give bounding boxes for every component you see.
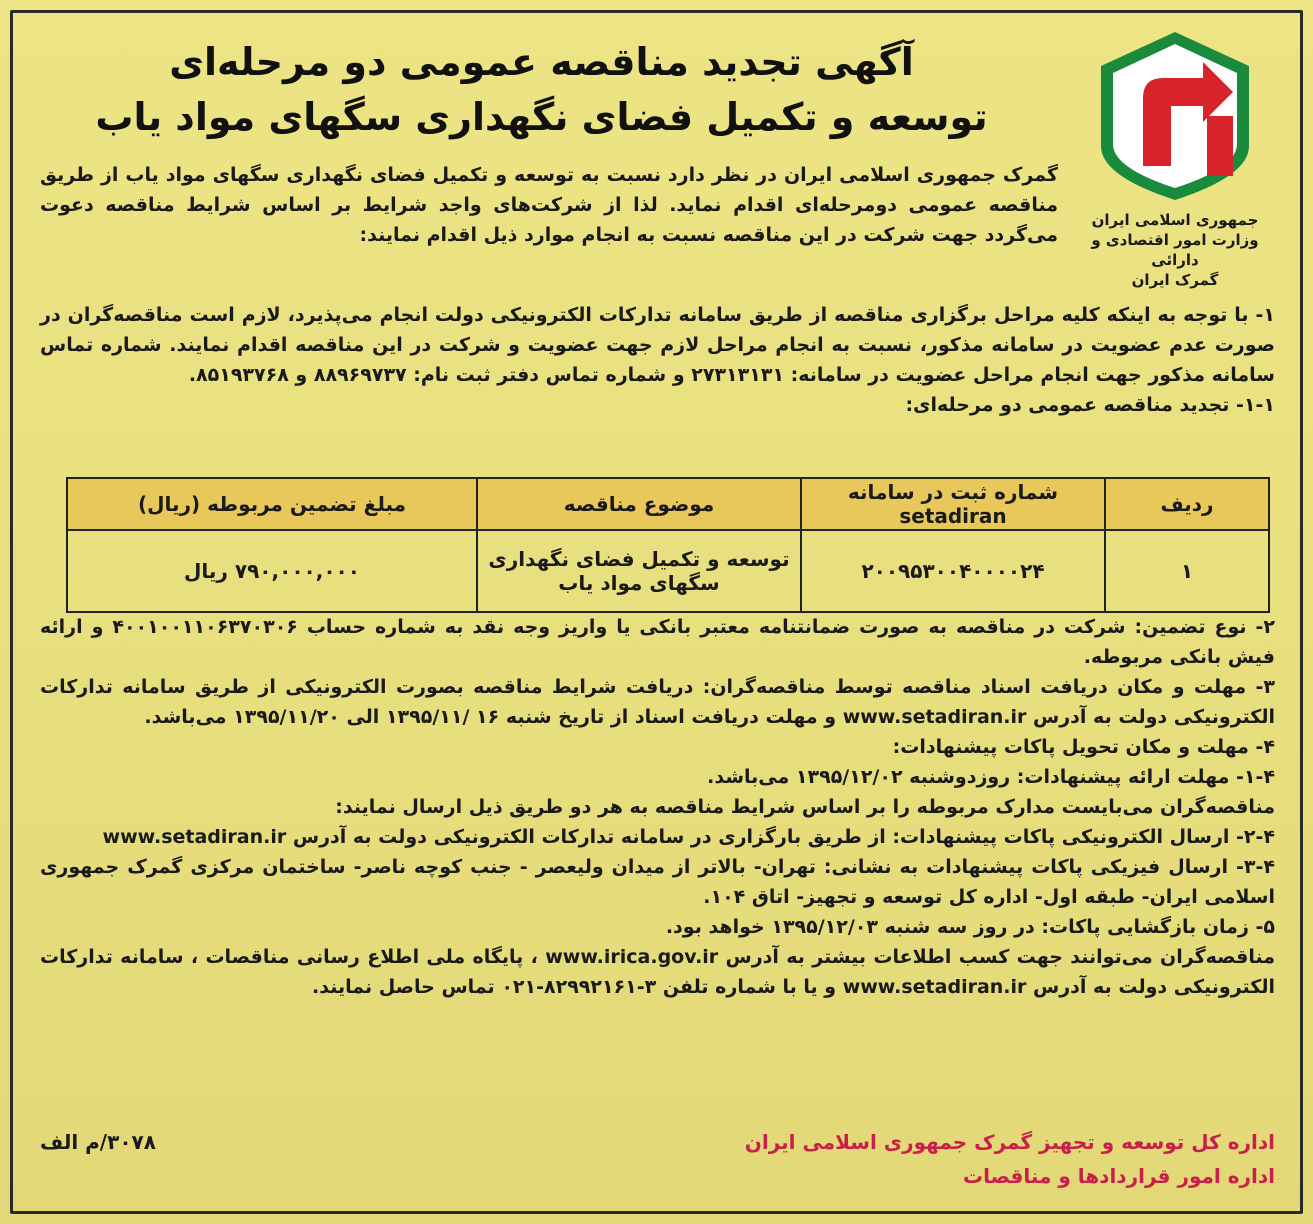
header-guarantee-amount: مبلغ تضمین مربوطه (ریال) bbox=[67, 478, 477, 530]
item4-note: مناقصه‌گران می‌بایست مدارک مربوطه را بر اساس شرایط مناقصه به هر دو طریق ذیل ارسال نمایند: bbox=[335, 796, 1275, 818]
header-subject: موضوع مناقصه bbox=[477, 478, 801, 530]
logo-block bbox=[1075, 26, 1275, 290]
table-row bbox=[67, 530, 1269, 612]
logo-caption-line1: جمهوری اسلامی ایران bbox=[1091, 211, 1259, 229]
item1-1-heading: ۱-۱- تجدید مناقصه عمومی دو مرحله‌ای: bbox=[905, 394, 1275, 416]
item4-heading: ۴- مهلت و مکان تحویل پاکات پیشنهادات: bbox=[892, 736, 1275, 758]
item3-paragraph: ۳- مهلت و مکان دریافت اسناد مناقصه توسط مناقصه‌گران: دریافت شرایط مناقصه بصورت الکترونیکی از طریق سامانه تدارکات الکترونیکی دولت به آدرس www.setadiran.ir و مهلت دریافت اسناد از تاریخ شنبه ۱۶ /۱۳۹۵/۱۱ الی ۱۳۹۵/۱۱/۲۰ می‌باشد. bbox=[40, 676, 1275, 728]
item1-paragraph: ۱- با توجه به اینکه کلیه مراحل برگزاری مناقصه از طریق سامانه تدارکات الکترونیکی دولت انجام می‌پذیرد، لازم است مناقصه‌گران در صورت عدم عضویت در سامانه مذکور، نسبت به انجام مراحل لازم جهت عضویت و شرکت در این مناقصه اقدام نمایند. شماره تماس سامانه مذکور جهت انجام مراحل عضویت در سامانه: ۲۷۳۱۳۱۳۱ و شماره تماس دفتر ثبت نام: ۸۸۹۶۹۷۳۷ و ۸۵۱۹۳۷۶۸. bbox=[40, 304, 1275, 386]
header-row-number: ردیف bbox=[1105, 478, 1269, 530]
item5-paragraph: ۵- زمان بازگشایی پاکات: در روز سه شنبه ۱۳۹۵/۱۲/۰۳ خواهد بود. bbox=[665, 916, 1275, 938]
item2-paragraph: ۲- نوع تضمین: شرکت در مناقصه به صورت ضمانتنامه معتبر بانکی یا واریز وجه نقد به شماره حساب ۴۰۰۱۰۰۱۱۰۶۳۷۰۳۰۶ و ارائه فیش بانکی مربوطه. bbox=[40, 616, 1275, 668]
reference-number: ۳۰۷۸/م الف bbox=[40, 1130, 156, 1154]
conditions-block bbox=[40, 612, 1275, 1002]
title-line1: آگهی تجدید مناقصه عمومی دو مرحله‌ای bbox=[169, 40, 914, 84]
tender-table bbox=[66, 477, 1270, 613]
tender-table-header bbox=[67, 478, 1269, 530]
footer-line1: اداره کل توسعه و تجهیز گمرک جمهوری اسلامی ایران bbox=[744, 1130, 1275, 1154]
logo-caption bbox=[1075, 210, 1275, 290]
footer-line2: اداره امور قراردادها و مناقصات bbox=[962, 1164, 1275, 1188]
header-registration-number: شماره ثبت در سامانه setadiran bbox=[801, 478, 1105, 530]
cell-guarantee-amount: ۷۹۰,۰۰۰,۰۰۰ ریال bbox=[67, 530, 477, 612]
logo-caption-line2: وزارت امور اقتصادی و دارائی bbox=[1091, 231, 1259, 269]
cell-registration-number: ۲۰۰۹۵۳۰۰۴۰۰۰۰۲۴ bbox=[801, 530, 1105, 612]
item1-block bbox=[40, 300, 1275, 420]
item4-2-paragraph: ۲-۴- ارسال الکترونیکی پاکات پیشنهادات: از طریق بارگزاری در سامانه تدارکات الکترونیکی دولت به آدرس www.setadiran.ir bbox=[102, 826, 1275, 848]
customs-logo bbox=[1085, 26, 1265, 206]
title-line2: توسعه و تکمیل فضای نگهداری سگهای مواد یاب bbox=[95, 95, 988, 139]
cell-row-number: ۱ bbox=[1105, 530, 1269, 612]
item4-3-paragraph: ۳-۴- ارسال فیزیکی پاکات پیشنهادات به نشانی: تهران- بالاتر از میدان ولیعصر - جنب کوچه ناصر- ساختمان مرکزی گمرک جمهوری اسلامی ایران- طبقه اول- اداره کل توسعه و تجهیز- اتاق ۱۰۴. bbox=[40, 856, 1275, 908]
logo-caption-line3: گمرک ایران bbox=[1131, 271, 1219, 289]
item4-1-paragraph: ۱-۴- مهلت ارائه پیشنهادات: روزدوشنبه ۱۳۹۵/۱۲/۰۲ می‌باشد. bbox=[707, 766, 1275, 788]
footer-signature bbox=[40, 1125, 1275, 1193]
intro-paragraph: گمرک جمهوری اسلامی ایران در نظر دارد نسبت به توسعه و تکمیل فضای نگهداری سگهای مواد یاب از طریق مناقصه عمومی دومرحله‌ای اقدام نماید. لذا از شرکت‌های واجد شرایط بر اساس شرایط مناقصه دعوت می‌گردد جهت شرکت در این مناقصه نسبت به انجام موارد ذیل اقدام نمایند: bbox=[40, 164, 1058, 246]
cell-subject: توسعه و تکمیل فضای نگهداری سگهای مواد یاب bbox=[477, 530, 801, 612]
closing-paragraph: مناقصه‌گران می‌توانند جهت کسب اطلاعات بیشتر به آدرس www.irica.gov.ir ، پایگاه ملی اطلاع رسانی مناقصات ، سامانه تدارکات الکترونیکی دولت به آدرس www.setadiran.ir و یا با شماره تلفن ۳-۸۲۹۹۲۱۶۱-۰۲۱ تماس حاصل نمایند. bbox=[40, 946, 1275, 998]
